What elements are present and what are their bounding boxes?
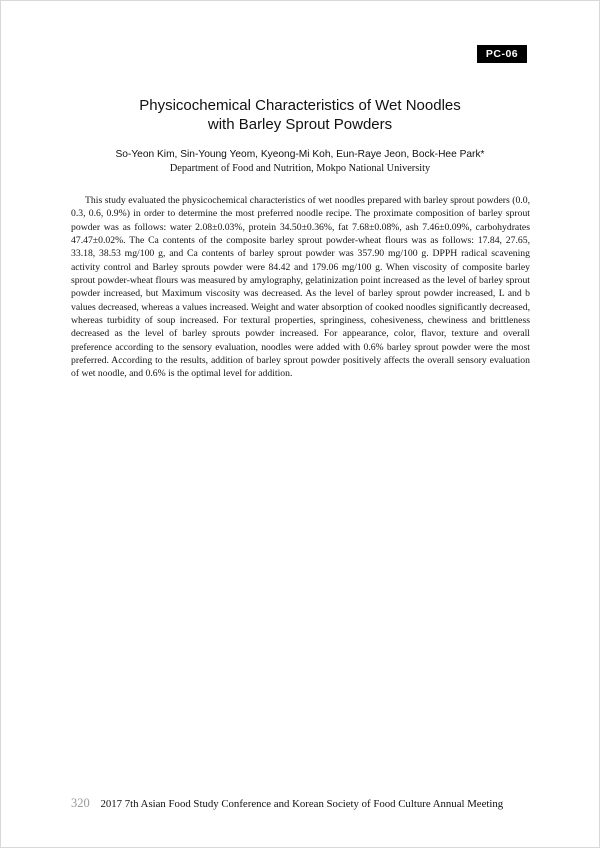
affiliation: Department of Food and Nutrition, Mokpo National University xyxy=(169,163,431,174)
presentation-code-badge: PC-06 xyxy=(477,45,527,63)
author-list: So-Yeon Kim, Sin-Young Yeom, Kyeong-Mi Koh, Eun-Raye Jeon, Bock-Hee Park* xyxy=(115,149,485,160)
abstract-body: This study evaluated the physicochemical characteristics of wet noodles prepared with barley sprout powders (0.0, 0.3, 0.6, 0.9%) in order to determine the most preferred noodle recipe. The proximate composition of barley sprout powder was as follows: water 2.08±0.03%, protein 34.50±0.36%, fat 7.68±0.08%, ash 7.46±0.09%, carbohydrates 47.47±0.02%. The Ca contents of the composite barley sprout powder-wheat flours was as follows: 17.84, 27.65, 33.18, 38.53 mg/100 g, and Ca contents of barley sprout powder was 357.90 mg/100 g. DPPH radical scavening activity control and Barley sprouts powder were 84.42 and 179.06 mg/100 g. When viscosity of composite barley sprout powder-wheat flours was measured by amylography, gelatinization point increased as the level of barley sprout powder increased, but Maximum viscosity was decreased. As the level of barley sprout powder increased, L and b values decreased, whereas a values increased. Weight and water absorption of cooked noodles significantly decreased, whereas turbidity of soup increased. For textural properties, springiness, cohesiveness, chewiness and brittleness decreased as the level of barley sprouts powder increased. For appearance, color, flavor, texture and overall preference according to the sensory evaluation, noodles were added with 0.6% barley sprout powder were the most preferred. According to the results, addition of barley sprout powder positively affects the overall sensory evaluation of wet noodle, and 0.6% is the optimal level for addition. xyxy=(71,195,530,380)
conference-name: 2017 7th Asian Food Study Conference and Korean Society of Food Culture Annual Meeting xyxy=(100,798,504,810)
page-number: 320 xyxy=(71,796,90,810)
paper-title xyxy=(60,96,540,134)
page-footer xyxy=(71,795,531,811)
paper-title-line-1: Physicochemical Characteristics of Wet Noodles xyxy=(139,97,461,114)
paper-title-line-2: with Barley Sprout Powders xyxy=(207,116,393,133)
